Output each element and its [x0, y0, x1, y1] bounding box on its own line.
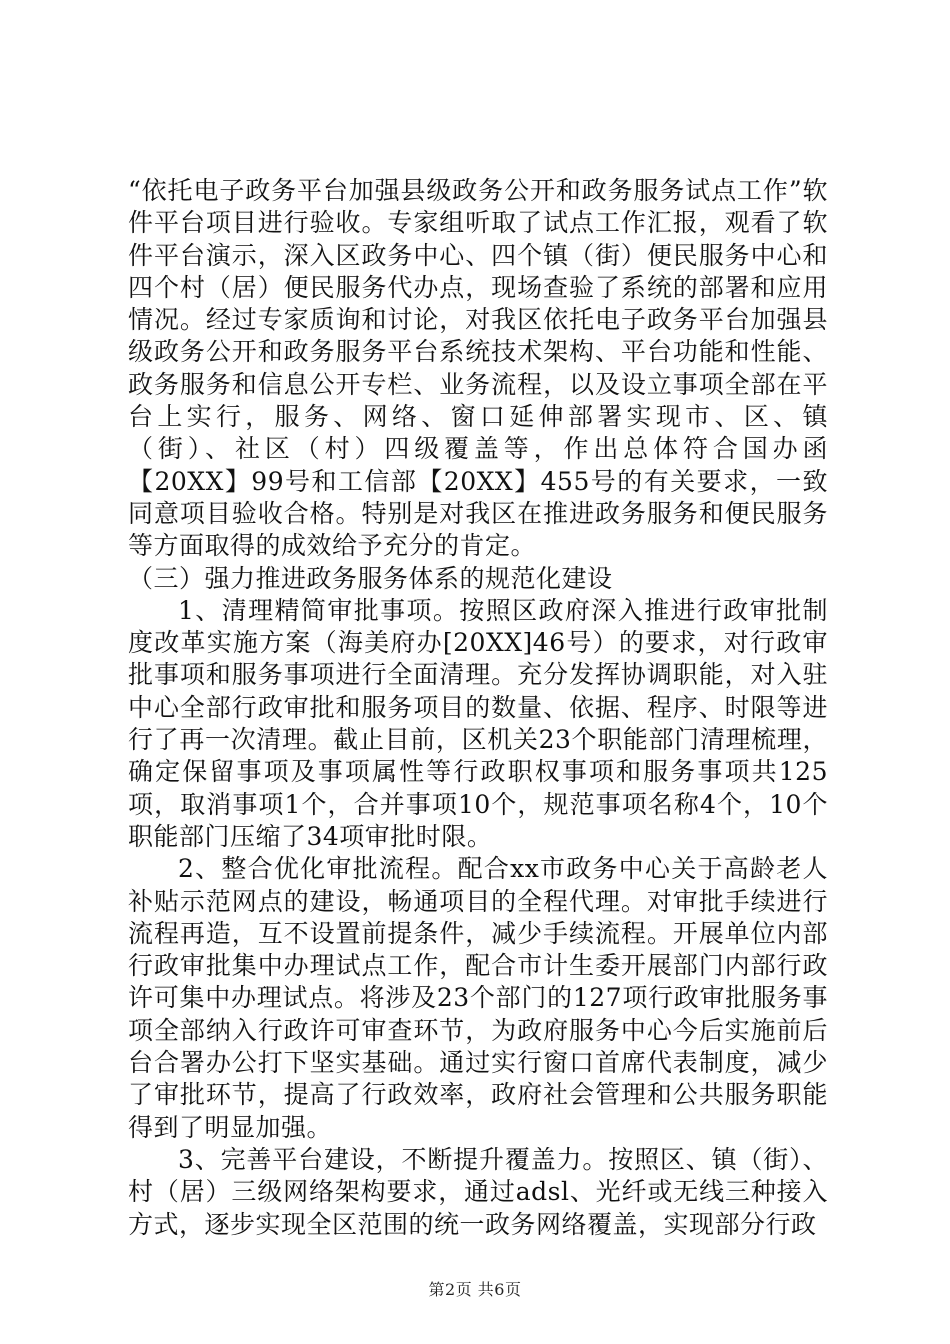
page-number-footer: 第2页 共6页	[428, 1280, 522, 1299]
document-body	[128, 175, 828, 1241]
paragraph-item-1: 1、清理精简审批事项。按照区政府深入推进行政审批制度改革实施方案（海美府办[20XX]46号）的要求，对行政审批事项和服务事项进行全面清理。充分发挥协调职能，对入驻中心全部行政审批和服务项目的数量、依据、程序、时限等进行了再一次清理。截止目前，区机关23个职能部门清理梳理，确定保留事项及事项属性等行政职权事项和服务事项共125项，取消事项1个，合并事项10个，规范事项名称4个，10个职能部门压缩了34项审批时限。	[128, 595, 828, 851]
paragraph-acceptance: “依托电子政务平台加强县级政务公开和政务服务试点工作”软件平台项目进行验收。专家组听取了试点工作汇报，观看了软件平台演示，深入区政务中心、四个镇（街）便民服务中心和四个村（居）便民服务代办点，现场查验了系统的部署和应用情况。经过专家质询和讨论，对我区依托电子政务平台加强县级政务公开和政务服务平台系统技术架构、平台功能和性能、政务服务和信息公开专栏、业务流程，以及设立事项全部在平台上实行，服务、网络、窗口延伸部署实现市、区、镇（街）、社区（村）四级覆盖等，作出总体符合国办函【20XX】99号和工信部【20XX】455号的有关要求，一致同意项目验收合格。特别是对我区在推进政务服务和便民服务等方面取得的成效给予充分的肯定。	[128, 176, 828, 561]
section-heading-3: （三）强力推进政务服务体系的规范化建设	[128, 563, 613, 593]
paragraph-item-2: 2、整合优化审批流程。配合xx市政务中心关于高龄老人补贴示范网点的建设，畅通项目的全程代理。对审批手续进行流程再造，互不设置前提条件，减少手续流程。开展单位内部行政审批集中办理试点工作，配合市计生委开展部门内部行政许可集中办理试点。将涉及23个部门的127项行政审批服务事项全部纳入行政许可审查环节，为政府服务中心今后实施前后台合署办公打下坚实基础。通过实行窗口首席代表制度，减少了审批环节，提高了行政效率，政府社会管理和公共服务职能得到了明显加强。	[128, 854, 828, 1142]
paragraph-item-3: 3、完善平台建设，不断提升覆盖力。按照区、镇（街）、村（居）三级网络架构要求，通过adsl、光纤或无线三种接入方式，逐步实现全区范围的统一政务网络覆盖，实现部分行政	[128, 1144, 828, 1239]
